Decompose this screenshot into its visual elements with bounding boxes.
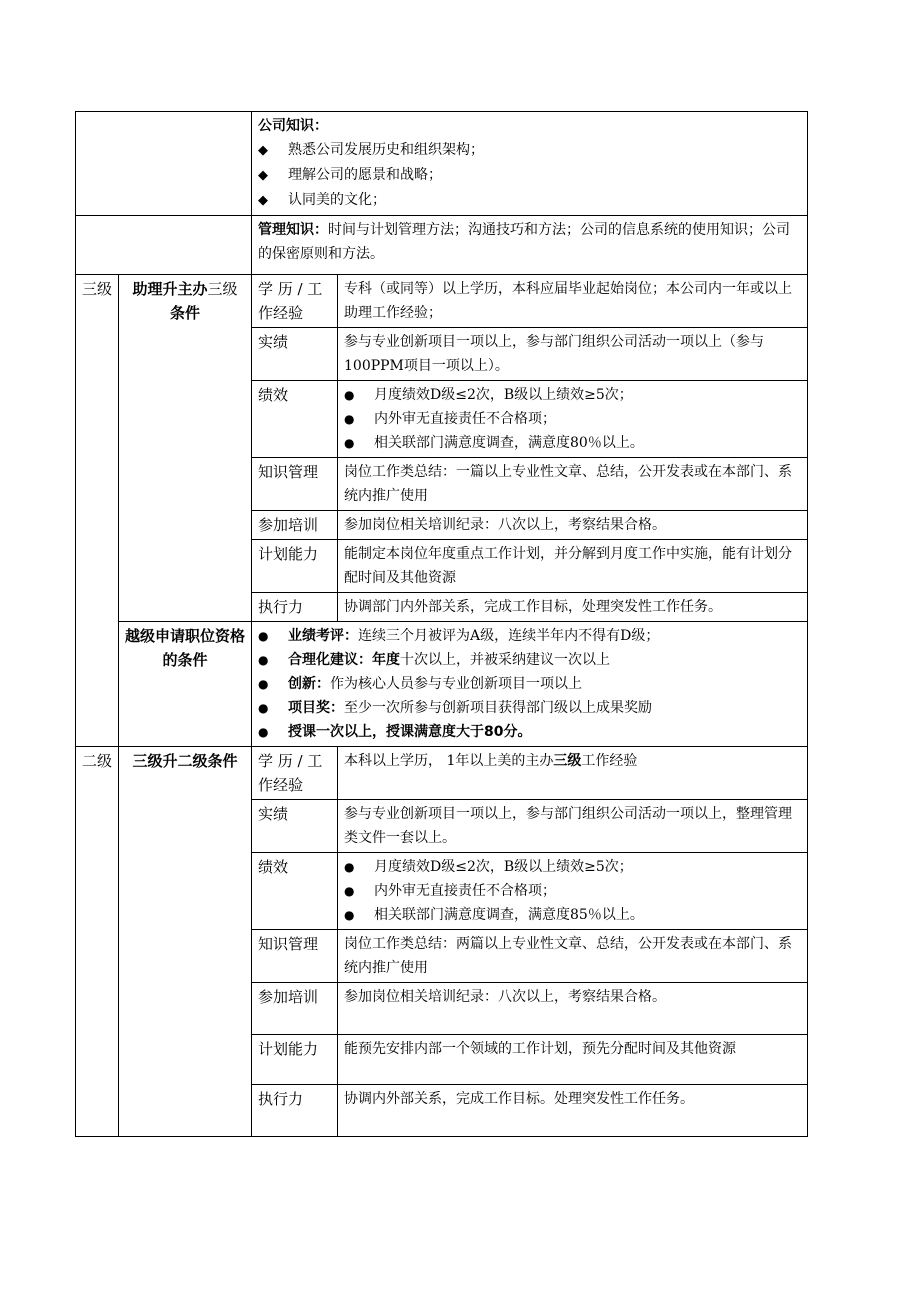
diamond-bullet-icon: ◆ (258, 193, 268, 208)
level-three-cell: 三级 (76, 275, 119, 747)
company-knowledge-item: ◆ 认同美的文化； (258, 188, 801, 213)
item-text: 岗位工作类总结：一篇以上专业性文章、总结，公开发表或在本部门、系统内推广使用 (338, 458, 808, 511)
diamond-bullet-icon: ◆ (258, 168, 268, 183)
item-label: 绩效 (252, 381, 338, 458)
table-row (76, 747, 808, 800)
item-text: 能预先安排内部一个领域的工作计划，预先分配时间及其他资源 (338, 1035, 808, 1085)
level-two-cell: 二级 (76, 747, 119, 1137)
item-text: 能制定本岗位年度重点工作计划，并分解到月度工作中实施，能有计划分配时间及其他资源 (338, 540, 808, 593)
table-row (76, 622, 808, 747)
diamond-bullet-icon: ◆ (258, 143, 268, 158)
company-knowledge-title: 公司知识： (258, 118, 328, 134)
dot-bullet-icon: ● (344, 388, 355, 402)
dot-bullet-icon: ● (344, 860, 355, 874)
dot-bullet-icon: ● (344, 412, 355, 426)
company-knowledge-cell (252, 112, 808, 216)
list-item: ● 月度绩效D级≤2次，B级以上绩效≥5次； (344, 383, 801, 407)
bullet-list (338, 381, 808, 458)
criteria-table (75, 111, 808, 1137)
dot-bullet-icon: ● (258, 701, 269, 715)
jump-condition-cell: 越级申请职位资格的条件 (119, 622, 252, 747)
empty-cell (76, 216, 252, 275)
item-label: 学 历 / 工作经验 (252, 275, 338, 328)
empty-cell (76, 112, 252, 216)
item-text: 参加岗位相关培训纪录：八次以上，考察结果合格。 (338, 511, 808, 540)
mgmt-knowledge-cell (252, 216, 808, 275)
item-label: 参加培训 (252, 511, 338, 540)
item-text: 本科以上学历， 1年以上美的主办三级工作经验 (338, 747, 808, 800)
item-label: 实绩 (252, 800, 338, 853)
list-item: ● 项目奖：至少一次所参与创新项目获得部门级以上成果奖励 (258, 696, 801, 720)
list-item: ● 授课一次以上，授课满意度大于80分。 (258, 720, 801, 744)
mgmt-knowledge-text: 时间与计划管理方法；沟通技巧和方法；公司的信息系统的使用知识；公司的保密原则和方法。 (258, 222, 790, 262)
condition-label-normal: 三级 (207, 280, 238, 298)
knowledge-row (76, 112, 808, 216)
dot-bullet-icon: ● (258, 629, 269, 643)
jump-condition-list (252, 622, 808, 747)
dot-bullet-icon: ● (258, 725, 269, 739)
item-label: 知识管理 (252, 458, 338, 511)
item-label: 实绩 (252, 328, 338, 381)
condition-cell (119, 275, 252, 622)
item-label: 学 历 / 工作经验 (252, 747, 338, 800)
item-text: 协调部门内外部关系，完成工作目标，处理突发性工作任务。 (338, 593, 808, 622)
dot-bullet-icon: ● (258, 653, 269, 667)
dot-bullet-icon: ● (344, 436, 355, 450)
company-knowledge-item: ◆ 理解公司的愿景和战略； (258, 163, 801, 188)
item-label: 执行力 (252, 593, 338, 622)
item-label: 执行力 (252, 1085, 338, 1137)
list-item: ● 相关联部门满意度调查，满意度80％以上。 (344, 431, 801, 455)
item-label: 绩效 (252, 853, 338, 930)
dot-bullet-icon: ● (258, 677, 269, 691)
item-label: 参加培训 (252, 983, 338, 1035)
list-item: ● 内外审无直接责任不合格项； (344, 879, 801, 903)
list-item: ● 月度绩效D级≤2次，B级以上绩效≥5次； (344, 855, 801, 879)
bullet-list (338, 853, 808, 930)
list-item: ● 相关联部门满意度调查，满意度85％以上。 (344, 903, 801, 927)
mgmt-knowledge-row (76, 216, 808, 275)
item-text: 参与专业创新项目一项以上，参与部门组织公司活动一项以上（参与100PPM项目一项以上）。 (338, 328, 808, 381)
condition-label: 助理升主办 (132, 280, 208, 298)
table-row (76, 275, 808, 328)
dot-bullet-icon: ● (344, 884, 355, 898)
item-text: 岗位工作类总结：两篇以上专业性文章、总结，公开发表或在本部门、系统内推广使用 (338, 930, 808, 983)
item-text: 参与专业创新项目一项以上，参与部门组织公司活动一项以上，整理管理类文件一套以上。 (338, 800, 808, 853)
item-label: 知识管理 (252, 930, 338, 983)
company-knowledge-item: ◆ 熟悉公司发展历史和组织架构； (258, 138, 801, 163)
mgmt-knowledge-label: 管理知识： (258, 222, 328, 238)
list-item: ● 合理化建议：年度十次以上，并被采纳建议一次以上 (258, 648, 801, 672)
list-item: ● 内外审无直接责任不合格项； (344, 407, 801, 431)
item-label: 计划能力 (252, 540, 338, 593)
dot-bullet-icon: ● (344, 908, 355, 922)
condition-label-2: 条件 (169, 304, 200, 322)
item-text: 参加岗位相关培训纪录：八次以上，考察结果合格。 (338, 983, 808, 1035)
item-text: 专科（或同等）以上学历，本科应届毕业起始岗位；本公司内一年或以上助理工作经验； (338, 275, 808, 328)
item-label: 计划能力 (252, 1035, 338, 1085)
item-text: 协调内外部关系，完成工作目标。处理突发性工作任务。 (338, 1085, 808, 1137)
list-item: ● 业绩考评：连续三个月被评为A级，连续半年内不得有D级； (258, 624, 801, 648)
condition-cell: 三级升二级条件 (119, 747, 252, 1137)
list-item: ● 创新：作为核心人员参与专业创新项目一项以上 (258, 672, 801, 696)
